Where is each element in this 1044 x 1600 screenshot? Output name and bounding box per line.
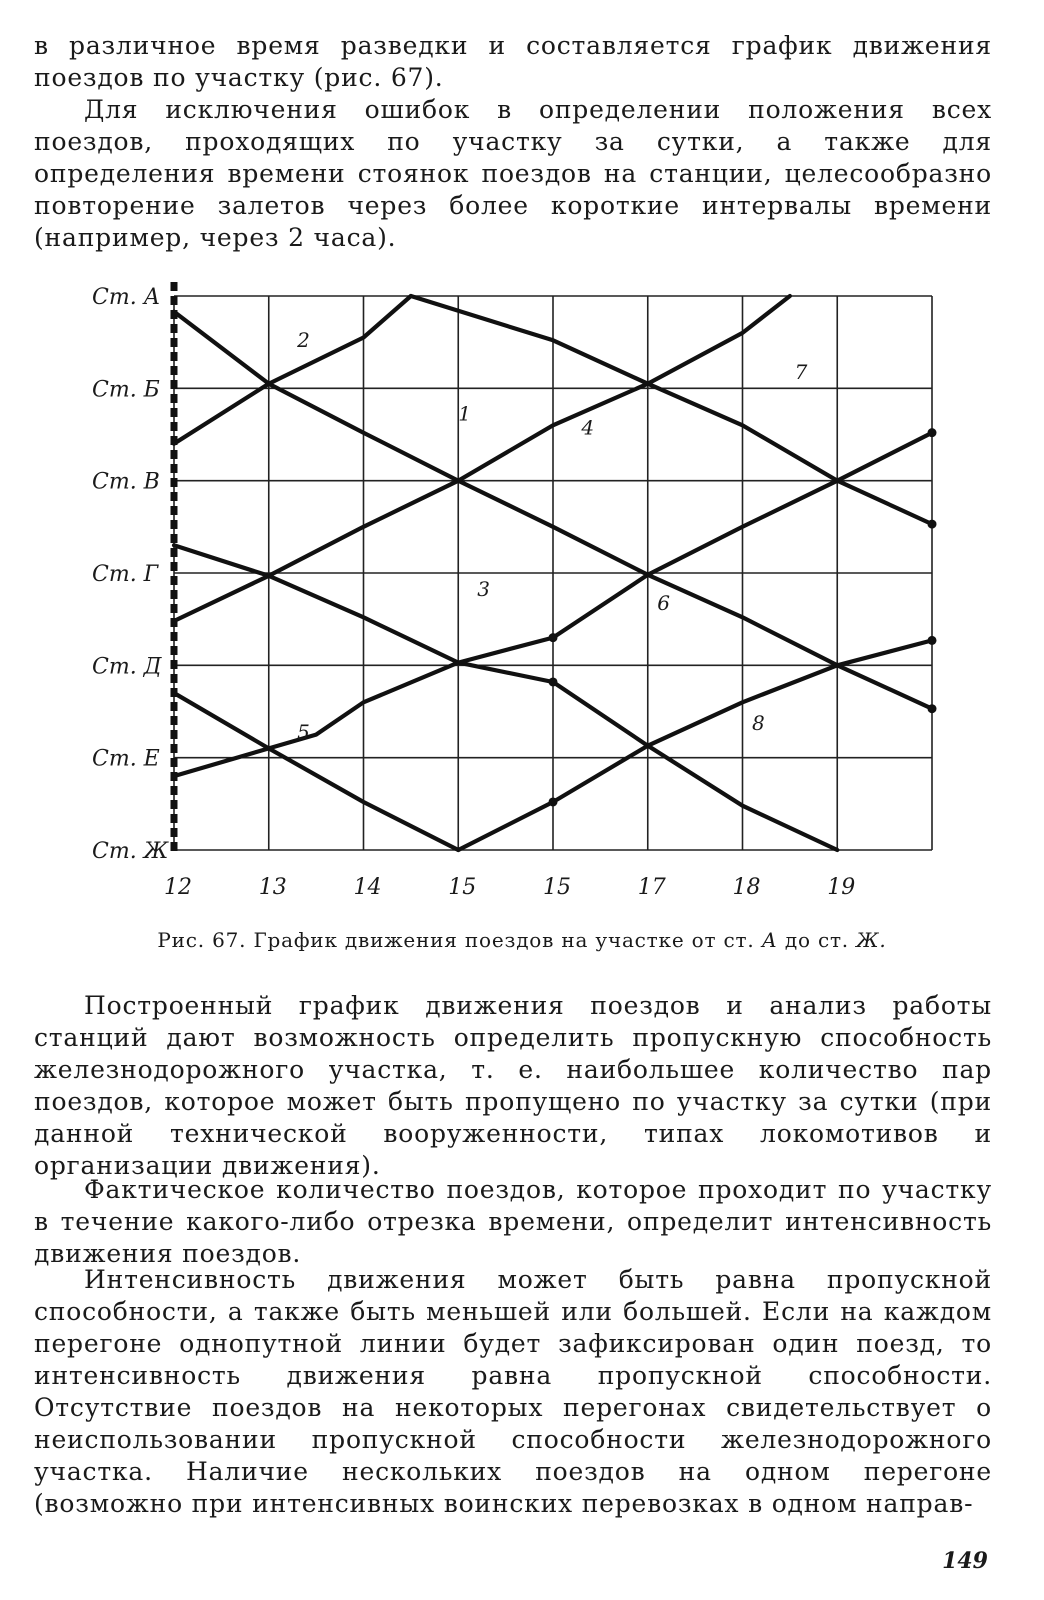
station-label: Ст. Г — [92, 562, 159, 587]
caption-from-station: А — [761, 928, 778, 952]
text-paragraph-4: Фактическое количество поездов, которое проходит по участку в течение какого-либо отрезка времени, определит интенсивность движения поездов. — [34, 1175, 992, 1268]
train-number-label: 8 — [751, 710, 765, 735]
station-label: Ст. Б — [92, 377, 160, 403]
station-label: Ст. Е — [92, 746, 160, 772]
train-line-2 — [174, 296, 411, 444]
time-tick-label: 14 — [353, 875, 382, 900]
train-marker — [549, 677, 558, 686]
text-paragraph-2: Для исключения ошибок в определении положения всех поездов, проходящих по участку за сутки, а также для определения времени стоянок поездов на станции, целесообразно повторение залетов через более короткие интервалы времени (например, через 2 часа). — [34, 95, 992, 252]
train-number-label: 7 — [794, 360, 808, 385]
train-marker — [928, 704, 937, 713]
train-number-label: 2 — [297, 327, 310, 352]
text-paragraph-5: Интенсивность движения может быть равна пропускной способности, а также быть меньшей или большей. Если на каждом перегоне однопутной линии будет зафиксирован один поезд, то интенсивность движения равна пропускной способности. Отсутствие поездов на некоторых перегонах свидетельствует о неиспользовании пропускной способности железнодорожного участка. Наличие нескольких поездов на одном перегоне (возможно при интенсивных воинских перевозках в одном направ- — [34, 1265, 992, 1518]
time-tick-label: 15 — [448, 875, 477, 900]
station-label: Ст. В — [92, 469, 160, 495]
train-number-label: 1 — [458, 401, 471, 426]
caption-middle: до ст. — [784, 928, 849, 952]
train-marker — [928, 636, 937, 645]
train-marker — [928, 428, 937, 437]
time-tick-label: 12 — [164, 875, 192, 900]
station-label: Ст. Ж — [92, 839, 169, 864]
train-line-8 — [458, 640, 932, 850]
train-line-3 — [174, 545, 837, 850]
train-marker — [549, 797, 558, 806]
caption-to-station: Ж. — [856, 928, 887, 952]
station-label: Ст. А — [92, 285, 161, 310]
figure-caption — [0, 928, 1044, 952]
time-tick-label: 17 — [637, 875, 666, 900]
train-line-6 — [174, 693, 458, 850]
time-tick-label: 15 — [543, 875, 571, 900]
time-tick-label: 18 — [732, 875, 761, 900]
train-number-label: 4 — [581, 415, 595, 440]
station-labels — [92, 285, 170, 864]
time-tick-labels — [164, 875, 855, 900]
time-tick-label: 19 — [827, 875, 856, 900]
train-number-label: 3 — [477, 577, 490, 602]
page-number: 149 — [942, 1548, 988, 1574]
train-number-label: 6 — [657, 590, 670, 615]
train-line-7 — [411, 296, 932, 524]
train-number-label: 5 — [297, 720, 310, 745]
train-marker — [928, 520, 937, 529]
station-label: Ст. Д — [92, 654, 162, 680]
text-paragraph-3: Построенный график движения поездов и анализ работы станций дают возможность определить пропускную способность железнодорожного участка, т. е. наибольшее количество пар поездов, которое может быть пропущено по участку за сутки (при данной технической вооруженности, типах локомотивов и организации движения). — [34, 991, 992, 1180]
caption-prefix: Рис. 67. График движения поездов на участке от ст. — [157, 928, 755, 952]
train-marker — [549, 633, 558, 642]
time-tick-label: 13 — [258, 875, 287, 900]
train-schedule-chart — [90, 266, 960, 906]
text-paragraph-1: в различное время разведки и составляется график движения поездов по участку (рис. 67). — [34, 31, 992, 92]
